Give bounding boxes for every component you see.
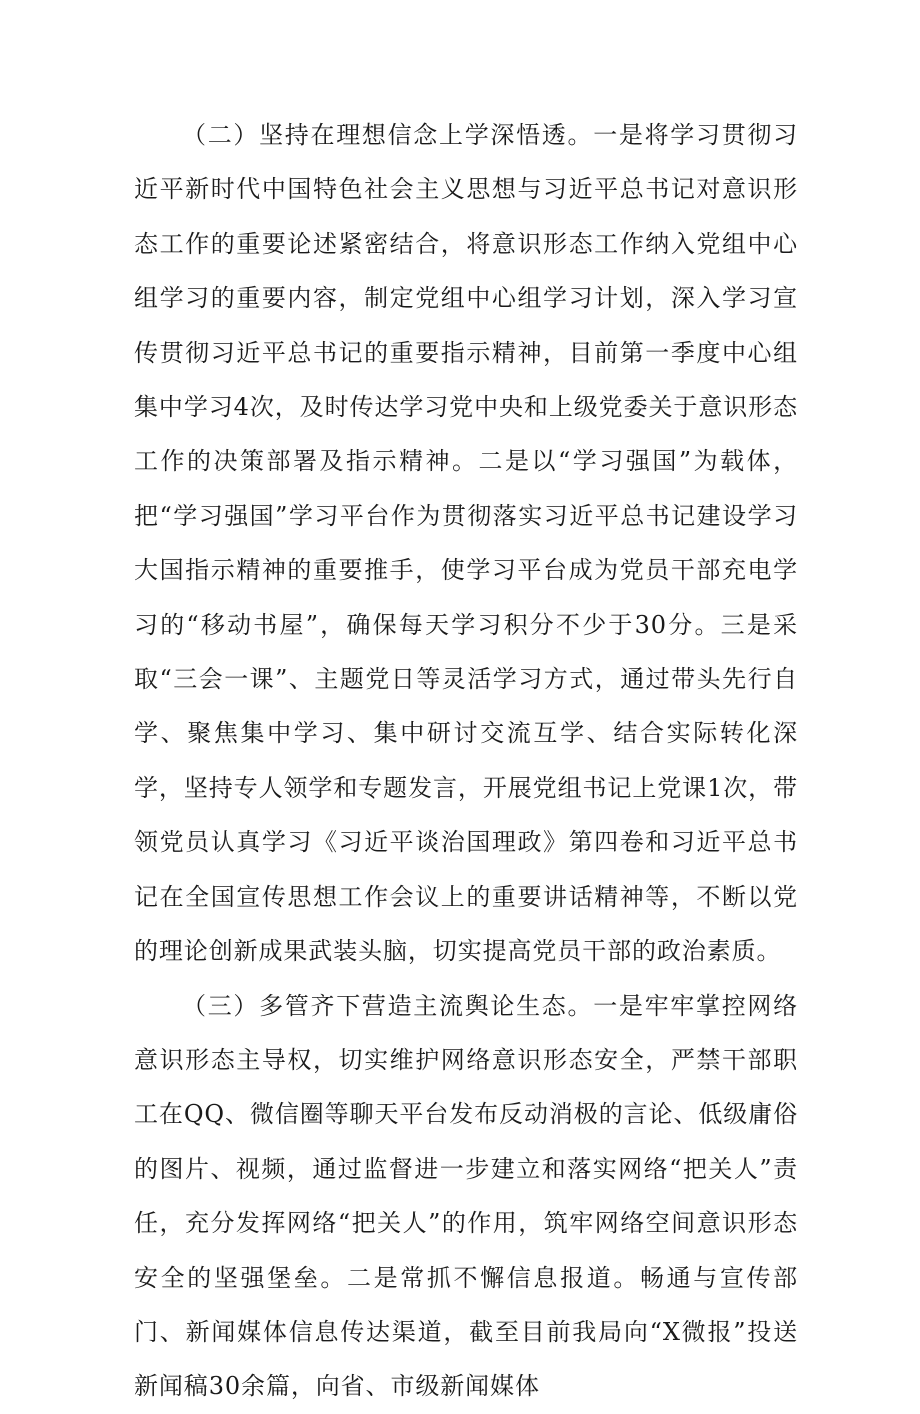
paragraph-public-opinion: （三）多管齐下营造主流舆论生态。一是牢牢掌控网络意识形态主导权，切实维护网络意识形态安全，严禁干部职工在QQ、微信圈等聊天平台发布反动消极的言论、低级庸俗的图片、视频，通过监督进一步建立和落实网络“把关人”责任，充分发挥网络“把关人”的作用，筑牢网络空间意识形态安全的坚强堡垒。二是常抓不懈信息报道。畅通与宣传部门、新闻媒体信息传达渠道，截至目前我局向“X微报”投送新闻稿30余篇，向省、市级新闻媒体: [134, 991, 798, 1401]
paragraph-ideals-and-beliefs: （二）坚持在理想信念上学深悟透。一是将学习贯彻习近平新时代中国特色社会主义思想与习近平总书记对意识形态工作的重要论述紧密结合，将意识形态工作纳入党组中心组学习的重要内容，制定党组中心组学习计划，深入学习宣传贯彻习近平总书记的重要指示精神，目前第一季度中心组集中学习4次，及时传达学习党中央和上级党委关于意识形态工作的决策部署及指示精神。二是以“学习强国”为载体，把“学习强国”学习平台作为贯彻落实习近平总书记建设学习大国指示精神的重要推手，使学习平台成为党员干部充电学习的“移动书屋”，确保每天学习积分不少于30分。三是采取“三会一课”、主题党日等灵活学习方式，通过带头先行自学、聚焦集中学习、集中研讨交流互学、结合实际转化深学，坚持专人领学和专题发言，开展党组书记上党课1次，带领党员认真学习《习近平谈治国理政》第四卷和习近平总书记在全国宣传思想工作会议上的重要讲话精神等，不断以党的理论创新成果武装头脑，切实提高党员干部的政治素质。: [134, 121, 798, 966]
document-body: [134, 108, 798, 1414]
